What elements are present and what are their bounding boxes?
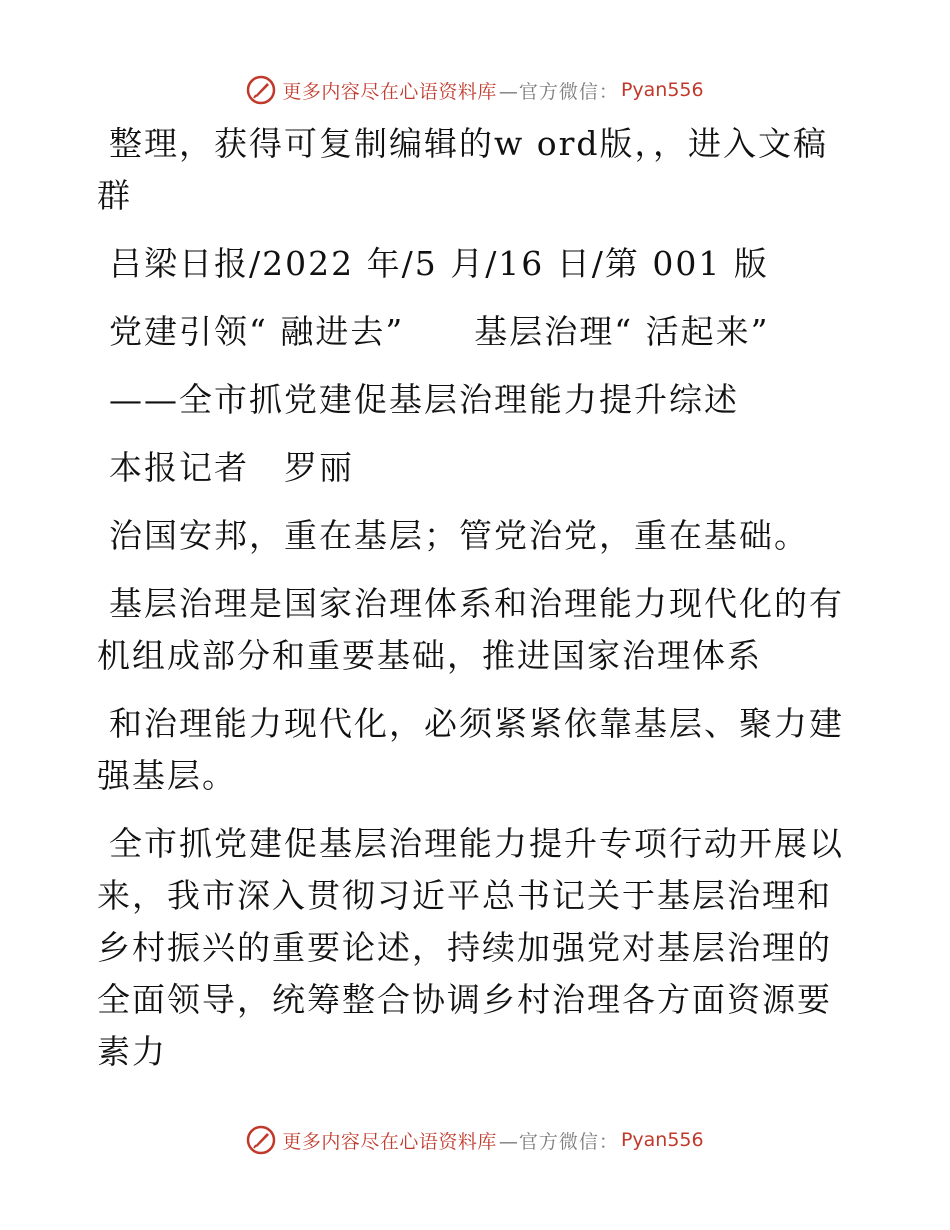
watermark-separator: —官方微信： bbox=[498, 1130, 619, 1153]
article-title: 党建引领“ 融进去” 基层治理“ 活起来” bbox=[109, 312, 770, 351]
watermark-separator: —官方微信： bbox=[498, 80, 619, 103]
publication-info: 吕梁日报/2022 年/5 月/16 日/第 001 版 bbox=[109, 244, 769, 283]
header-watermark bbox=[0, 70, 950, 110]
quill-logo-icon bbox=[246, 1125, 276, 1155]
body-paragraph: 基层治理是国家治理体系和治理能力现代化的有机组成部分和重要基础，推进国家治理体系 bbox=[97, 584, 844, 675]
watermark-text: 更多内容尽在心语资料库 bbox=[282, 80, 497, 103]
watermark-text: 更多内容尽在心语资料库 bbox=[282, 1130, 497, 1153]
body-paragraph: 全市抓党建促基层治理能力提升专项行动开展以来，我市深入贯彻习近平总书记关于基层治理和乡村振兴的重要论述，持续加强党对基层治理的全面领导，统筹整合协调乡村治理各方面资源要素力 bbox=[97, 824, 844, 1071]
quill-logo-icon bbox=[246, 75, 276, 105]
body-paragraph: 和治理能力现代化，必须紧紧依靠基层、聚力建强基层。 bbox=[97, 704, 844, 795]
document-body bbox=[97, 118, 857, 1078]
watermark-account: Pyan556 bbox=[620, 1129, 704, 1151]
article-subtitle: ——全市抓党建促基层治理能力提升综述 bbox=[109, 380, 739, 419]
body-paragraph: 治国安邦，重在基层；管党治党，重在基础。 bbox=[109, 516, 809, 555]
watermark-account: Pyan556 bbox=[620, 79, 704, 101]
intro-note: 整理，获得可复制编辑的w ord版，，进入文稿群 bbox=[97, 124, 829, 215]
footer-watermark bbox=[0, 1120, 950, 1160]
article-byline: 本报记者 罗丽 bbox=[109, 448, 354, 487]
